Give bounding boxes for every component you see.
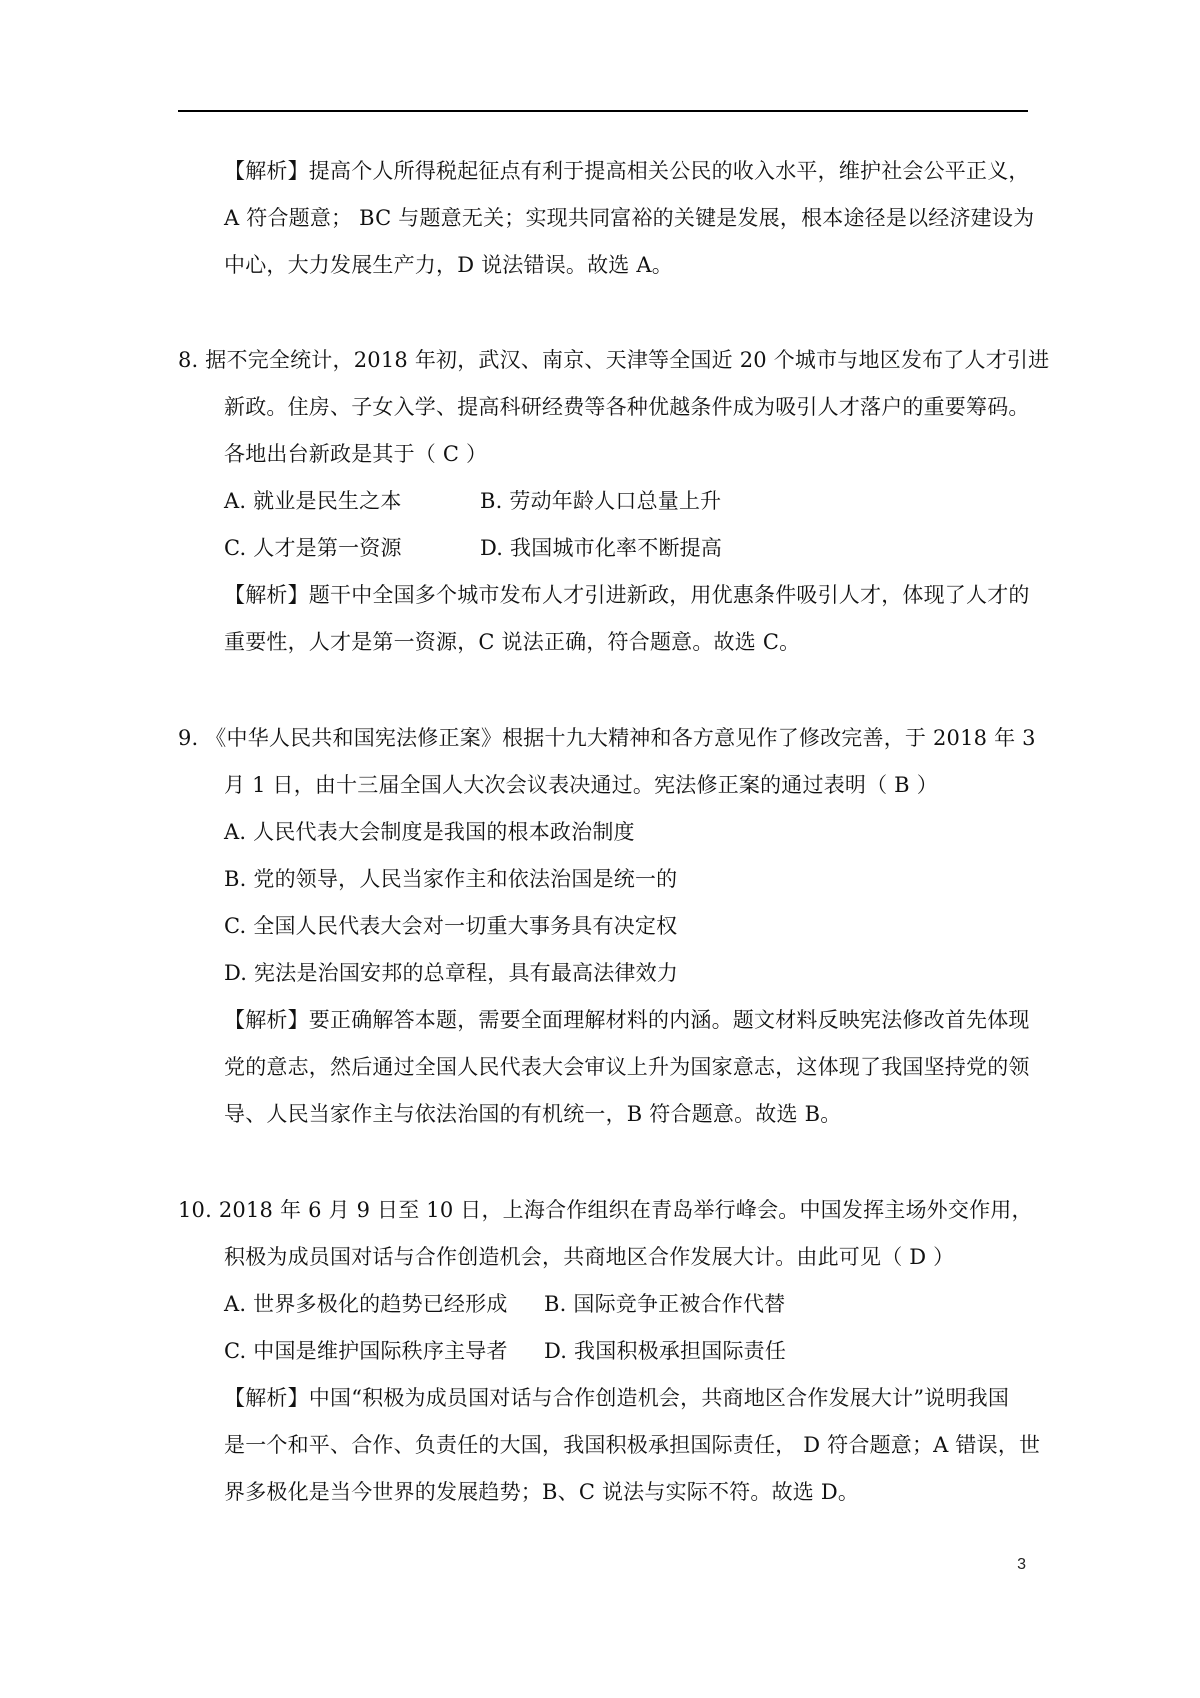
q10-analysis-line-1: 【解析】中国“积极为成员国对话与合作创造机会，共商地区合作发展大计”说明我国: [224, 1386, 1010, 1410]
q10-stem-line-1: 10. 2018 年 6 月 9 日至 10 日，上海合作组织在青岛举行峰会。中国发挥主场外交作用，: [178, 1198, 1033, 1222]
q9-stem-line-2: 月 1 日，由十三届全国人大次会议表决通过。宪法修正案的通过表明（ B ）: [224, 773, 938, 797]
q9-option-c: C. 全国人民代表大会对一切重大事务具有决定权: [224, 914, 678, 938]
q10-analysis-line-3: 界多极化是当今世界的发展趋势；B、C 说法与实际不符。故选 D。: [224, 1480, 860, 1504]
q8-analysis-line-1: 【解析】题干中全国多个城市发布人才引进新政，用优惠条件吸引人才，体现了人才的: [224, 583, 1030, 607]
q8-option-a: A. 就业是民生之本: [224, 489, 402, 513]
q10-option-d: D. 我国积极承担国际责任: [544, 1339, 787, 1363]
q8-stem-line-3: 各地出台新政是其于（ C ）: [224, 442, 488, 466]
q8-stem-line-2: 新政。住房、子女入学、提高科研经费等各种优越条件成为吸引人才落户的重要筹码。: [224, 395, 1030, 419]
page-number: 3: [1017, 1556, 1026, 1573]
q9-option-b: B. 党的领导，人民当家作主和依法治国是统一的: [224, 867, 678, 891]
q9-analysis-line-2: 党的意志，然后通过全国人民代表大会审议上升为国家意志，这体现了我国坚持党的领: [224, 1055, 1030, 1079]
q10-analysis-line-2: 是一个和平、合作、负责任的大国，我国积极承担国际责任， D 符合题意；A 错误，世: [224, 1433, 1041, 1457]
q7-analysis-line-1: 【解析】提高个人所得税起征点有利于提高相关公民的收入水平，维护社会公平正义，: [224, 159, 1030, 183]
q9-analysis-line-3: 导、人民当家作主与依法治国的有机统一，B 符合题意。故选 B。: [224, 1102, 842, 1126]
q8-option-c: C. 人才是第一资源: [224, 536, 402, 560]
q8-stem-line-1: 8. 据不完全统计，2018 年初，武汉、南京、天津等全国近 20 个城市与地区发布了人才引进: [178, 348, 1050, 372]
q10-option-b: B. 国际竞争正被合作代替: [544, 1292, 786, 1316]
q9-option-d: D. 宪法是治国安邦的总章程，具有最高法律效力: [224, 961, 679, 985]
q10-stem-line-2: 积极为成员国对话与合作创造机会，共商地区合作发展大计。由此可见（ D ）: [224, 1245, 955, 1269]
q8-option-d: D. 我国城市化率不断提高: [480, 536, 723, 560]
q9-stem-line-1: 9. 《中华人民共和国宪法修正案》根据十九大精神和各方意见作了修改完善，于 2018 年 3: [178, 726, 1036, 750]
header-rule: [178, 110, 1028, 112]
q9-option-a: A. 人民代表大会制度是我国的根本政治制度: [224, 820, 635, 844]
q8-option-b: B. 劳动年龄人口总量上升: [480, 489, 722, 513]
q10-option-c: C. 中国是维护国际秩序主导者: [224, 1339, 508, 1363]
q7-analysis-line-2: A 符合题意； BC 与题意无关；实现共同富裕的关键是发展，根本途径是以经济建设为: [224, 206, 1035, 230]
q8-analysis-line-2: 重要性，人才是第一资源，C 说法正确，符合题意。故选 C。: [224, 630, 801, 654]
q7-analysis-line-3: 中心，大力发展生产力，D 说法错误。故选 A。: [224, 253, 673, 277]
q9-analysis-line-1: 【解析】要正确解答本题，需要全面理解材料的内涵。题文材料反映宪法修改首先体现: [224, 1008, 1030, 1032]
q10-option-a: A. 世界多极化的趋势已经形成: [224, 1292, 508, 1316]
